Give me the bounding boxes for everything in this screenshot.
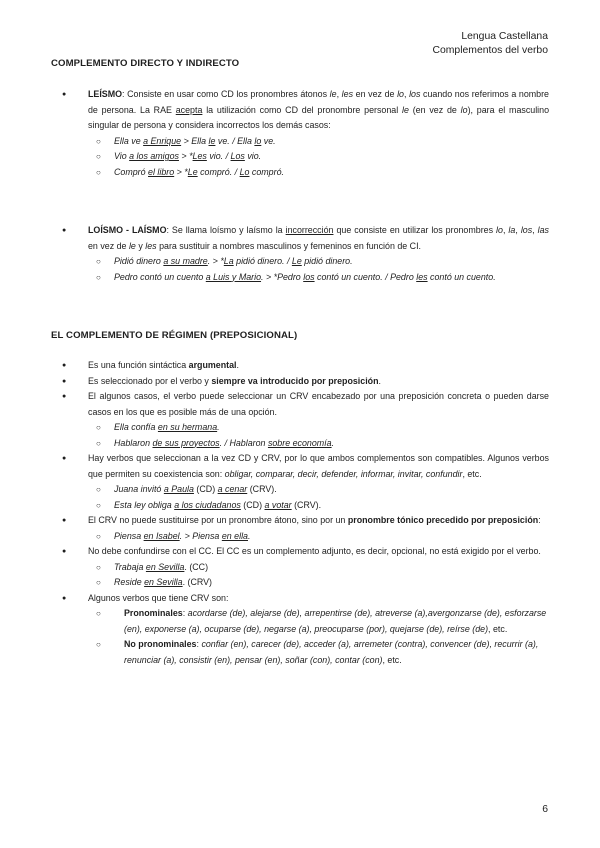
section-title-crv: EL COMPLEMENTO DE RÉGIMEN (PREPOSICIONAL) [51, 330, 298, 341]
crv-bullet-7: ● Algunos verbos que tiene CRV son: [88, 591, 549, 607]
crv-b6-example-2: ○ Reside en Sevilla. (CRV) [88, 575, 549, 591]
loismo-example-2: ○ Pedro contó un cuento a Luis y Mario. > *Pedro los contó un cuento. / Pedro les contó un cuento. [88, 270, 549, 286]
page-number: 6 [542, 804, 548, 815]
leismo-example-3: ○ Compró el libro > *Le compró. / Lo compró. [88, 165, 549, 181]
crv-b3-example-1: ○ Ella confía en su hermana. [88, 420, 549, 436]
header-course: Lengua Castellana [461, 31, 548, 42]
crv-b5-example-1: ○ Piensa en Isabel. > Piensa en ella. [88, 529, 549, 545]
crv-bullet-5: ● El CRV no puede sustituirse por un pronombre átono, sino por un pronombre tónico precedido por preposición: [88, 513, 549, 529]
loismo-bullet: ● LOÍSMO - LAÍSMO: Se llama loísmo y laísmo la incorrección que consiste en utilizar los pronombres lo, la, los, las en vez de le y les para sustituir a nombres masculinos y femeninos en función de CI. [88, 223, 549, 254]
crv-bullet-6: ● No debe confundirse con el CC. El CC es un complemento adjunto, es decir, opcional, no está exigido por el verbo. [88, 544, 549, 560]
crv-bullet-2: ● Es seleccionado por el verbo y siempre va introducido por preposición. [88, 374, 549, 390]
section-title-cd-ci: COMPLEMENTO DIRECTO Y INDIRECTO [51, 58, 240, 69]
crv-no-pronominales: ○ No pronominales: confiar (en), carecer (de), acceder (a), arremeter (contra), convencer (de), recurrir (a), renunciar (a), consistir (en), pensar (en), soñar (con), contar (con), etc. [88, 637, 549, 668]
crv-bullet-3: ● El algunos casos, el verbo puede seleccionar un CRV encabezado por una preposición concreta o pueden darse casos en los que es posible más de una opción. [88, 389, 549, 420]
leismo-block [88, 87, 549, 180]
crv-bullet-1: ● Es una función sintáctica argumental. [88, 358, 549, 374]
leismo-bullet: ● LEÍSMO: Consiste en usar como CD los pronombres átonos le, les en vez de lo, los cuando nos referimos a nombre de persona. La RAE acepta la utilización como CD del pronombre personal le (en vez de lo), para el masculino singular de persona y considera incorrectos los demás casos: [88, 87, 549, 134]
crv-b4-example-1: ○ Juana invitó a Paula (CD) a cenar (CRV). [88, 482, 549, 498]
header-topic: Complementos del verbo [432, 45, 548, 56]
leismo-example-2: ○ Vio a los amigos > *Les vio. / Los vio. [88, 149, 549, 165]
crv-bullet-4: ● Hay verbos que seleccionan a la vez CD y CRV, por lo que ambos complementos son compatibles. Algunos verbos que permiten su coexistencia son: obligar, comparar, decir, defender, informar, invitar, confundir, etc. [88, 451, 549, 482]
page-header [432, 30, 548, 58]
crv-block [88, 358, 549, 668]
crv-b6-example-1: ○ Trabaja en Sevilla. (CC) [88, 560, 549, 576]
crv-b3-example-2: ○ Hablaron de sus proyectos. / Hablaron sobre economía. [88, 436, 549, 452]
loismo-block [88, 223, 549, 285]
crv-pronominales: ○ Pronominales: acordarse (de), alejarse (de), arrepentirse (de), atreverse (a),avergonzarse (de), esforzarse (en), exponerse (a), ocuparse (de), negarse (a), preocuparse (por), quejarse (de), reírse (de), etc. [88, 606, 549, 637]
crv-b4-example-2: ○ Esta ley obliga a los ciudadanos (CD) a votar (CRV). [88, 498, 549, 514]
loismo-example-1: ○ Pidió dinero a su madre. > *La pidió dinero. / Le pidió dinero. [88, 254, 549, 270]
leismo-example-1: ○ Ella ve a Enrique > Ella le ve. / Ella lo ve. [88, 134, 549, 150]
